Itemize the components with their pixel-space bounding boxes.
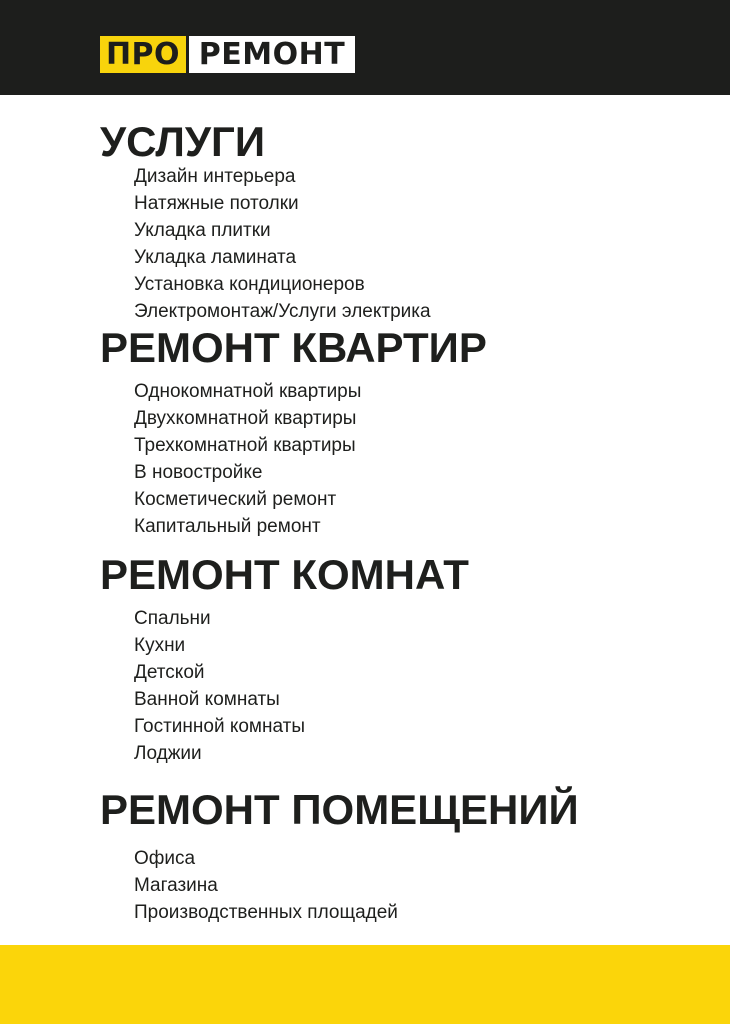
service-list [134,605,469,767]
section-title: РЕМОНТ КОМНАТ [100,551,469,598]
list-item: Электромонтаж/Услуги электрика [134,301,431,322]
list-item: Однокомнатной квартиры [134,381,362,402]
list-item: В новостройке [134,462,263,483]
list-item: Дизайн интерьера [134,166,296,187]
list-item: Кухни [134,635,186,656]
list-item: Магазина [134,875,218,896]
section-title: РЕМОНТ ПОМЕЩЕНИЙ [100,786,579,833]
list-item: Косметический ремонт [134,489,337,510]
logo-text-pro: ПРО [100,36,186,73]
list-item: Гостинной комнаты [134,716,305,737]
footer-bar [0,945,730,1024]
list-item: Производственных площадей [134,902,398,923]
list-item: Капитальный ремонт [134,516,321,537]
list-item: Детской [134,662,205,683]
logo-text-remont: РЕМОНТ [189,36,355,73]
section-title: УСЛУГИ [100,118,266,165]
list-item: Лоджии [134,743,202,764]
list-item: Спальни [134,608,211,629]
service-list [134,845,579,926]
header-bar [0,0,730,95]
list-item: Ванной комнаты [134,689,280,710]
section-services [100,118,431,325]
section-premises-repair [100,786,579,926]
service-list [134,163,431,325]
section-room-repair [100,551,469,767]
list-item: Двухкомнатной квартиры [134,408,357,429]
list-item: Установка кондиционеров [134,274,365,295]
list-item: Укладка плитки [134,220,271,241]
brand-logo [100,36,355,73]
list-item: Укладка ламината [134,247,297,268]
list-item: Офиса [134,848,196,869]
section-title: РЕМОНТ КВАРТИР [100,324,487,371]
service-list [134,378,487,540]
list-item: Трехкомнатной квартиры [134,435,356,456]
list-item: Натяжные потолки [134,193,299,214]
section-apartment-repair [100,324,487,540]
